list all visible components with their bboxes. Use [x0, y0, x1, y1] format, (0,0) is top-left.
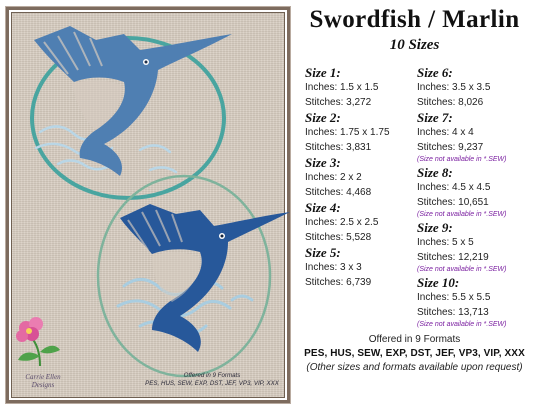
size-stitches: Stitches: 3,831 — [305, 142, 372, 153]
size-inches: Inches: 5.5 x 5.5 — [417, 292, 491, 303]
size-inches: Inches: 4 x 4 — [417, 127, 474, 138]
size-stitches: Stitches: 9,237 — [417, 142, 484, 153]
size-heading: Size 1: — [305, 65, 341, 80]
size-inches: Inches: 3 x 3 — [305, 262, 362, 273]
product-subtitle: 10 Sizes — [389, 37, 440, 53]
size-heading: Size 6: — [417, 65, 453, 80]
size-availability-note: (Size not available in *.SEW) — [417, 211, 507, 218]
size-availability-note: (Size not available in *.SEW) — [417, 156, 507, 163]
pink-flower-icon — [16, 317, 60, 366]
size-availability-note: (Size not available in *.SEW) — [417, 321, 507, 328]
size-item — [417, 221, 506, 275]
size-stitches: Stitches: 3,272 — [305, 97, 372, 108]
formats-list: PES, HUS, SEW, EXP, DST, JEF, VP3, VIP, XXX — [304, 348, 525, 359]
size-item — [305, 246, 390, 290]
size-heading: Size 4: — [305, 200, 341, 215]
size-inches: Inches: 5 x 5 — [417, 237, 474, 248]
product-title: Swordfish / Marlin — [309, 6, 520, 33]
bottom-marlin — [120, 204, 290, 352]
size-heading: Size 2: — [305, 110, 341, 125]
size-stitches: Stitches: 12,219 — [417, 252, 489, 263]
size-inches: Inches: 3.5 x 3.5 — [417, 82, 491, 93]
size-heading: Size 9: — [417, 220, 453, 235]
image-caption-title: Offered in 9 Formats — [183, 372, 241, 379]
size-stitches: Stitches: 5,528 — [305, 232, 372, 243]
size-availability-note: (Size not available in *.SEW) — [417, 266, 507, 273]
size-item — [305, 156, 390, 200]
logo-name: Carrie Ellen — [25, 373, 61, 381]
size-stitches: Stitches: 4,468 — [305, 187, 372, 198]
size-heading: Size 10: — [417, 275, 460, 290]
size-stitches: Stitches: 13,713 — [417, 307, 489, 318]
top-swordfish — [34, 26, 232, 176]
logo-sub: Designs — [31, 381, 55, 389]
size-heading: Size 5: — [305, 245, 341, 260]
size-item — [305, 66, 390, 110]
size-item — [305, 201, 390, 245]
formats-heading: Offered in 9 Formats — [368, 334, 461, 345]
size-item — [305, 111, 390, 155]
size-stitches: Stitches: 10,651 — [417, 197, 489, 208]
size-heading: Size 8: — [417, 165, 453, 180]
size-stitches: Stitches: 6,739 — [305, 277, 372, 288]
size-inches: Inches: 1.75 x 1.75 — [305, 127, 390, 138]
size-inches: Inches: 2.5 x 2.5 — [305, 217, 379, 228]
size-item — [417, 111, 506, 165]
size-stitches: Stitches: 8,026 — [417, 97, 484, 108]
size-item — [417, 276, 506, 330]
image-caption-formats: PES, HUS, SEW, EXP, DST, JEF, VP3, VIP, XXX — [145, 380, 279, 387]
size-item — [417, 66, 506, 110]
sizes-column-left — [305, 65, 390, 290]
other-sizes-note: (Other sizes and formats available upon request) — [306, 362, 523, 373]
sizes-column-right — [417, 65, 506, 330]
size-inches: Inches: 4.5 x 4.5 — [417, 182, 491, 193]
size-inches: Inches: 1.5 x 1.5 — [305, 82, 379, 93]
size-heading: Size 3: — [305, 155, 341, 170]
size-item — [417, 166, 506, 220]
size-inches: Inches: 2 x 2 — [305, 172, 362, 183]
size-heading: Size 7: — [417, 110, 453, 125]
